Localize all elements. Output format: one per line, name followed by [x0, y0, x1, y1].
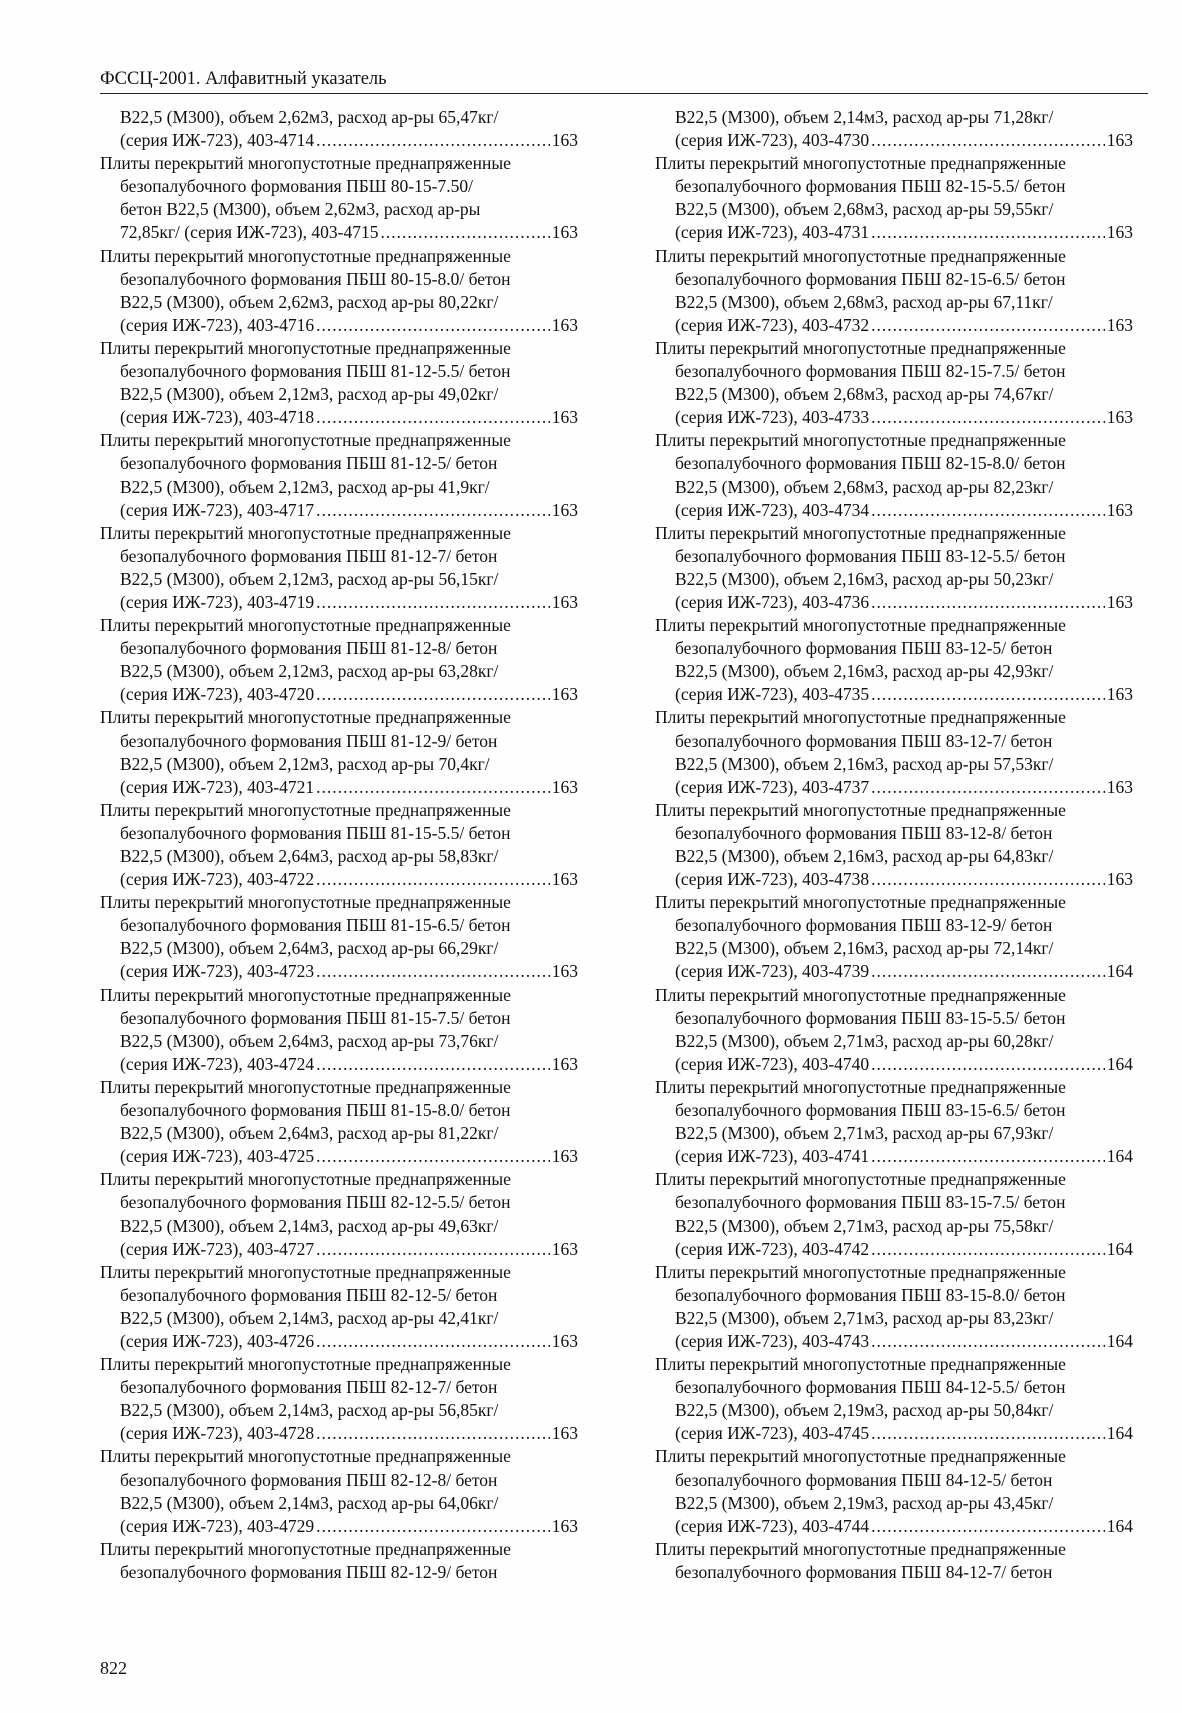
dot-leader — [871, 776, 1105, 799]
entry-heading-line: Плиты перекрытий многопустотные преднапряженные — [100, 337, 511, 358]
entry-code: (серия ИЖ-723), 403-4739 — [675, 961, 870, 982]
entry-page-ref: 164 — [1106, 1146, 1133, 1167]
entry-heading-line: Плиты перекрытий многопустотные преднапряженные — [100, 1169, 511, 1190]
entry-heading-line: Плиты перекрытий многопустотные преднапряженные — [655, 337, 1066, 358]
entry-reference-line — [655, 1515, 1133, 1538]
index-entry — [100, 614, 578, 706]
dot-leader — [316, 499, 550, 522]
entry-page-ref: 163 — [551, 1423, 578, 1444]
entry-page-ref: 163 — [551, 499, 578, 520]
index-entry — [655, 1261, 1133, 1353]
entry-text-line: безопалубочного формования ПБШ 82-12-8/ бетон — [120, 1469, 498, 1490]
entry-reference-line — [100, 1145, 578, 1168]
index-entry — [100, 1261, 578, 1353]
entry-page-ref: 164 — [1106, 1330, 1133, 1351]
entry-heading-line: Плиты перекрытий многопустотные преднапряженные — [655, 522, 1066, 543]
entry-text-line: В22,5 (М300), объем 2,12м3, расход ар-ры 49,02кг/ — [120, 384, 499, 405]
entry-page-ref: 163 — [551, 776, 578, 797]
header-title: ФССЦ-2001. Алфавитный указатель — [100, 69, 387, 89]
entry-reference-line — [100, 314, 578, 337]
index-entry — [100, 522, 578, 614]
dot-leader — [871, 1053, 1105, 1076]
dot-leader — [871, 1145, 1105, 1168]
entry-text-line: В22,5 (М300), объем 2,14м3, расход ар-ры 71,28кг/ — [675, 107, 1054, 127]
index-entry — [100, 799, 578, 891]
entry-page-ref: 163 — [1106, 776, 1133, 797]
entry-text-line: бетон В22,5 (М300), объем 2,62м3, расход ар-ры — [120, 199, 481, 220]
dot-leader — [871, 683, 1105, 706]
entry-reference-line — [100, 591, 578, 614]
index-entry — [655, 152, 1133, 244]
index-entry — [655, 706, 1133, 798]
entry-code: (серия ИЖ-723), 403-4744 — [675, 1515, 870, 1536]
entry-heading-line: Плиты перекрытий многопустотные преднапряженные — [100, 1354, 511, 1375]
dot-leader — [871, 868, 1105, 891]
entry-code: (серия ИЖ-723), 403-4726 — [120, 1330, 315, 1351]
entry-heading-line: Плиты перекрытий многопустотные преднапряженные — [100, 245, 511, 266]
entry-text-line: безопалубочного формования ПБШ 83-12-5.5/ бетон — [675, 545, 1066, 566]
entry-code: (серия ИЖ-723), 403-4719 — [120, 591, 315, 612]
entry-code: (серия ИЖ-723), 403-4725 — [120, 1146, 315, 1167]
entry-heading-line: Плиты перекрытий многопустотные преднапряженные — [100, 1076, 511, 1097]
entry-heading-line: Плиты перекрытий многопустотные преднапряженные — [100, 984, 511, 1005]
entry-page-ref: 163 — [551, 1146, 578, 1167]
entry-heading-line: Плиты перекрытий многопустотные преднапряженные — [655, 799, 1066, 820]
entry-reference-line — [100, 499, 578, 522]
entry-code: (серия ИЖ-723), 403-4722 — [120, 869, 315, 890]
entry-reference-line — [655, 1145, 1133, 1168]
index-entry — [100, 706, 578, 798]
entry-code: (серия ИЖ-723), 403-4729 — [120, 1515, 315, 1536]
entry-reference-line — [655, 683, 1133, 706]
entry-text-line: В22,5 (М300), объем 2,71м3, расход ар-ры 75,58кг/ — [675, 1215, 1054, 1236]
entry-heading-line: Плиты перекрытий многопустотные преднапряженные — [100, 1261, 511, 1282]
entry-code: 72,85кг/ (серия ИЖ-723), 403-4715 — [120, 222, 379, 243]
entry-text-line: В22,5 (М300), объем 2,62м3, расход ар-ры 80,22кг/ — [120, 291, 499, 312]
entry-code: (серия ИЖ-723), 403-4714 — [120, 130, 315, 151]
entry-code: (серия ИЖ-723), 403-4734 — [675, 499, 870, 520]
entry-reference-line — [100, 1053, 578, 1076]
entry-page-ref: 163 — [551, 407, 578, 428]
entry-text-line: безопалубочного формования ПБШ 83-12-8/ бетон — [675, 822, 1053, 843]
entry-page-ref: 163 — [1106, 222, 1133, 243]
entry-text-line: безопалубочного формования ПБШ 81-15-8.0/ бетон — [120, 1100, 511, 1121]
entry-code: (серия ИЖ-723), 403-4721 — [120, 776, 315, 797]
entry-text-line: В22,5 (М300), объем 2,64м3, расход ар-ры 81,22кг/ — [120, 1123, 499, 1144]
entry-page-ref: 163 — [551, 1238, 578, 1259]
entry-heading-line: Плиты перекрытий многопустотные преднапряженные — [100, 799, 511, 820]
entry-text-line: безопалубочного формования ПБШ 84-12-5.5/ бетон — [675, 1377, 1066, 1398]
entry-text-line: безопалубочного формования ПБШ 82-15-6.5/ бетон — [675, 268, 1066, 289]
index-entry — [655, 1445, 1133, 1537]
dot-leader — [380, 221, 549, 244]
entry-code: (серия ИЖ-723), 403-4733 — [675, 407, 870, 428]
entry-text-line: В22,5 (М300), объем 2,19м3, расход ар-ры 50,84кг/ — [675, 1400, 1054, 1421]
entry-text-line: В22,5 (М300), объем 2,12м3, расход ар-ры 41,9кг/ — [120, 476, 490, 497]
entry-reference-line — [655, 1422, 1133, 1445]
index-entry — [100, 1353, 578, 1445]
entry-text-line: безопалубочного формования ПБШ 81-15-7.5/ бетон — [120, 1007, 511, 1028]
dot-leader — [871, 406, 1105, 429]
entry-reference-line — [100, 868, 578, 891]
entry-heading-line: Плиты перекрытий многопустотные преднапряженные — [655, 1169, 1066, 1190]
index-entry — [655, 891, 1133, 983]
dot-leader — [871, 499, 1105, 522]
entry-heading-line: Плиты перекрытий многопустотные преднапряженные — [655, 1261, 1066, 1282]
entry-reference-line — [655, 499, 1133, 522]
entry-code: (серия ИЖ-723), 403-4720 — [120, 684, 315, 705]
index-entry — [100, 245, 578, 337]
entry-page-ref: 163 — [1106, 591, 1133, 612]
entry-heading-line: Плиты перекрытий многопустотные преднапряженные — [655, 1538, 1066, 1559]
entry-text-line: В22,5 (М300), объем 2,64м3, расход ар-ры 73,76кг/ — [120, 1030, 499, 1051]
entry-text-line: безопалубочного формования ПБШ 83-12-7/ бетон — [675, 730, 1053, 751]
entry-heading-line: Плиты перекрытий многопустотные преднапряженные — [655, 892, 1066, 913]
entry-text-line: безопалубочного формования ПБШ 81-12-8/ бетон — [120, 638, 498, 659]
entry-page-ref: 163 — [551, 1330, 578, 1351]
entry-text-line: В22,5 (М300), объем 2,14м3, расход ар-ры 56,85кг/ — [120, 1400, 499, 1421]
entry-text-line: безопалубочного формования ПБШ 82-15-5.5/ бетон — [675, 176, 1066, 197]
entry-reference-line — [100, 406, 578, 429]
entry-reference-line — [655, 776, 1133, 799]
dot-leader — [871, 960, 1105, 983]
entry-code: (серия ИЖ-723), 403-4738 — [675, 869, 870, 890]
entry-code: (серия ИЖ-723), 403-4730 — [675, 130, 870, 151]
entry-heading-line: Плиты перекрытий многопустотные преднапряженные — [655, 984, 1066, 1005]
entry-page-ref: 164 — [1106, 1053, 1133, 1074]
index-entry — [655, 799, 1133, 891]
entry-text-line: В22,5 (М300), объем 2,12м3, расход ар-ры 56,15кг/ — [120, 568, 499, 589]
entry-code: (серия ИЖ-723), 403-4743 — [675, 1330, 870, 1351]
entry-text-line: В22,5 (М300), объем 2,68м3, расход ар-ры 74,67кг/ — [675, 384, 1054, 405]
entry-reference-line — [655, 868, 1133, 891]
entry-page-ref: 164 — [1106, 1238, 1133, 1259]
index-entry — [100, 106, 578, 152]
entry-page-ref: 163 — [551, 314, 578, 335]
entry-text-line: безопалубочного формования ПБШ 83-15-5.5/ бетон — [675, 1007, 1066, 1028]
entry-heading-line: Плиты перекрытий многопустотные преднапряженные — [655, 615, 1066, 636]
entry-text-line: В22,5 (М300), объем 2,19м3, расход ар-ры 43,45кг/ — [675, 1492, 1054, 1513]
dot-leader — [871, 221, 1105, 244]
entry-heading-line: Плиты перекрытий многопустотные преднапряженные — [655, 1076, 1066, 1097]
index-entry — [655, 1076, 1133, 1168]
entry-text-line: безопалубочного формования ПБШ 81-12-7/ бетон — [120, 545, 498, 566]
entry-text-line: безопалубочного формования ПБШ 83-15-8.0/ бетон — [675, 1284, 1066, 1305]
entry-text-line: безопалубочного формования ПБШ 82-15-8.0/ бетон — [675, 453, 1066, 474]
index-entry — [100, 152, 578, 244]
index-entry — [655, 614, 1133, 706]
index-entry — [655, 984, 1133, 1076]
entry-text-line: безопалубочного формования ПБШ 80-15-7.50/ — [120, 176, 473, 197]
entry-text-line: В22,5 (М300), объем 2,68м3, расход ар-ры 67,11кг/ — [675, 291, 1053, 312]
entry-text-line: В22,5 (М300), объем 2,71м3, расход ар-ры 83,23кг/ — [675, 1307, 1054, 1328]
entry-text-line: В22,5 (М300), объем 2,71м3, расход ар-ры 67,93кг/ — [675, 1123, 1054, 1144]
index-column-right — [655, 106, 1133, 1584]
index-entry — [655, 429, 1133, 521]
entry-text-line: безопалубочного формования ПБШ 82-15-7.5/ бетон — [675, 361, 1066, 382]
index-entry — [100, 1168, 578, 1260]
entry-code: (серия ИЖ-723), 403-4731 — [675, 222, 870, 243]
entry-text-line: В22,5 (М300), объем 2,16м3, расход ар-ры 64,83кг/ — [675, 846, 1054, 866]
entry-text-line: безопалубочного формования ПБШ 82-12-5/ бетон — [120, 1284, 498, 1305]
entry-reference-line — [655, 960, 1133, 983]
entry-page-ref: 163 — [1106, 314, 1133, 335]
dot-leader — [316, 314, 550, 337]
entry-reference-line — [655, 221, 1133, 244]
entry-text-line: В22,5 (М300), объем 2,71м3, расход ар-ры 60,28кг/ — [675, 1030, 1054, 1051]
entry-page-ref: 163 — [551, 1515, 578, 1536]
entry-page-ref: 163 — [1106, 684, 1133, 705]
entry-page-ref: 163 — [1106, 407, 1133, 428]
dot-leader — [871, 1238, 1105, 1261]
index-entry — [100, 891, 578, 983]
dot-leader — [316, 1238, 550, 1261]
entry-code: (серия ИЖ-723), 403-4718 — [120, 407, 315, 428]
entry-reference-line — [100, 221, 578, 244]
entry-text-line: безопалубочного формования ПБШ 81-15-6.5/ бетон — [120, 915, 511, 936]
dot-leader — [316, 1145, 550, 1168]
entry-code: (серия ИЖ-723), 403-4716 — [120, 314, 315, 335]
index-entry — [100, 1076, 578, 1168]
index-entry — [655, 1168, 1133, 1260]
dot-leader — [316, 1515, 550, 1538]
entry-heading-line: Плиты перекрытий многопустотные преднапряженные — [100, 430, 511, 451]
entry-text-line: безопалубочного формования ПБШ 81-12-5.5/ бетон — [120, 361, 511, 382]
entry-reference-line — [100, 776, 578, 799]
entry-heading-line: Плиты перекрытий многопустотные преднапряженные — [100, 892, 511, 913]
index-entry — [100, 429, 578, 521]
entry-page-ref: 163 — [551, 1053, 578, 1074]
entry-code: (серия ИЖ-723), 403-4737 — [675, 776, 870, 797]
entry-page-ref: 163 — [551, 961, 578, 982]
entry-heading-line: Плиты перекрытий многопустотные преднапряженные — [655, 245, 1066, 266]
entry-heading-line: Плиты перекрытий многопустотные преднапряженные — [100, 615, 511, 636]
entry-page-ref: 164 — [1106, 1515, 1133, 1536]
dot-leader — [316, 683, 550, 706]
index-entry — [655, 522, 1133, 614]
entry-text-line: В22,5 (М300), объем 2,16м3, расход ар-ры 72,14кг/ — [675, 938, 1054, 959]
entry-text-line: безопалубочного формования ПБШ 83-15-7.5/ бетон — [675, 1192, 1066, 1213]
entry-page-ref: 163 — [551, 591, 578, 612]
dot-leader — [316, 406, 550, 429]
entry-text-line: В22,5 (М300), объем 2,12м3, расход ар-ры 70,4кг/ — [120, 753, 490, 774]
entry-code: (серия ИЖ-723), 403-4723 — [120, 961, 315, 982]
entry-text-line: безопалубочного формования ПБШ 83-15-6.5/ бетон — [675, 1100, 1066, 1121]
entry-code: (серия ИЖ-723), 403-4732 — [675, 314, 870, 335]
entry-code: (серия ИЖ-723), 403-4717 — [120, 499, 315, 520]
entry-reference-line — [655, 1238, 1133, 1261]
entry-reference-line — [100, 1330, 578, 1353]
entry-page-ref: 163 — [1106, 499, 1133, 520]
entry-page-ref: 163 — [1106, 130, 1133, 151]
entry-page-ref: 163 — [551, 130, 578, 151]
entry-text-line: В22,5 (М300), объем 2,16м3, расход ар-ры 50,23кг/ — [675, 568, 1054, 589]
entry-heading-line: Плиты перекрытий многопустотные преднапряженные — [655, 1446, 1066, 1467]
entry-page-ref: 163 — [551, 684, 578, 705]
page-header — [100, 68, 1148, 94]
entry-text-line: В22,5 (М300), объем 2,12м3, расход ар-ры 63,28кг/ — [120, 661, 499, 682]
entry-text-line: безопалубочного формования ПБШ 82-12-7/ бетон — [120, 1377, 498, 1398]
entry-text-line: безопалубочного формования ПБШ 84-12-5/ бетон — [675, 1469, 1053, 1490]
index-entry — [100, 984, 578, 1076]
dot-leader — [316, 1330, 550, 1353]
dot-leader — [316, 1422, 550, 1445]
entry-text-line: В22,5 (М300), объем 2,68м3, расход ар-ры 59,55кг/ — [675, 199, 1054, 220]
index-entry — [100, 1538, 578, 1584]
entry-code: (серия ИЖ-723), 403-4736 — [675, 591, 870, 612]
entry-heading-line: Плиты перекрытий многопустотные преднапряженные — [655, 430, 1066, 451]
dot-leader — [316, 591, 550, 614]
entry-text-line: безопалубочного формования ПБШ 82-12-9/ бетон — [120, 1561, 498, 1582]
entry-text-line: безопалубочного формования ПБШ 83-12-9/ бетон — [675, 915, 1053, 936]
dot-leader — [871, 1422, 1105, 1445]
entry-text-line: безопалубочного формования ПБШ 80-15-8.0/ бетон — [120, 268, 511, 289]
entry-text-line: В22,5 (М300), объем 2,64м3, расход ар-ры 58,83кг/ — [120, 846, 499, 866]
dot-leader — [316, 868, 550, 891]
index-entry — [655, 106, 1133, 152]
entry-page-ref: 164 — [1106, 961, 1133, 982]
entry-reference-line — [100, 129, 578, 152]
index-column-left — [100, 106, 578, 1584]
index-entry — [655, 337, 1133, 429]
entry-text-line: В22,5 (М300), объем 2,14м3, расход ар-ры 42,41кг/ — [120, 1307, 499, 1328]
entry-heading-line: Плиты перекрытий многопустотные преднапряженные — [655, 707, 1066, 728]
index-entry — [655, 245, 1133, 337]
dot-leader — [871, 1330, 1105, 1353]
entry-page-ref: 163 — [551, 222, 578, 243]
dot-leader — [871, 1515, 1105, 1538]
entry-reference-line — [655, 1330, 1133, 1353]
entry-heading-line: Плиты перекрытий многопустотные преднапряженные — [100, 522, 511, 543]
entry-text-line: безопалубочного формования ПБШ 84-12-7/ бетон — [675, 1561, 1053, 1582]
entry-reference-line — [100, 1422, 578, 1445]
entry-page-ref: 164 — [1106, 1423, 1133, 1444]
dot-leader — [871, 129, 1105, 152]
entry-page-ref: 163 — [551, 869, 578, 890]
entry-reference-line — [655, 314, 1133, 337]
entry-text-line: В22,5 (М300), объем 2,14м3, расход ар-ры 49,63кг/ — [120, 1215, 499, 1236]
entry-heading-line: Плиты перекрытий многопустотные преднапряженные — [100, 707, 511, 728]
dot-leader — [316, 960, 550, 983]
entry-code: (серия ИЖ-723), 403-4727 — [120, 1238, 315, 1259]
entry-text-line: В22,5 (М300), объем 2,68м3, расход ар-ры 82,23кг/ — [675, 476, 1054, 497]
entry-reference-line — [100, 1515, 578, 1538]
entry-text-line: В22,5 (М300), объем 2,62м3, расход ар-ры 65,47кг/ — [120, 107, 499, 127]
entry-text-line: безопалубочного формования ПБШ 81-12-9/ бетон — [120, 730, 498, 751]
dot-leader — [316, 776, 550, 799]
entry-code: (серия ИЖ-723), 403-4735 — [675, 684, 870, 705]
entry-text-line: безопалубочного формования ПБШ 81-12-5/ бетон — [120, 453, 498, 474]
page-number: 822 — [100, 1658, 127, 1678]
entry-reference-line — [100, 960, 578, 983]
entry-code: (серия ИЖ-723), 403-4740 — [675, 1053, 870, 1074]
entry-reference-line — [100, 683, 578, 706]
entry-text-line: В22,5 (М300), объем 2,16м3, расход ар-ры 57,53кг/ — [675, 753, 1054, 774]
dot-leader — [316, 1053, 550, 1076]
entry-code: (серия ИЖ-723), 403-4742 — [675, 1238, 870, 1259]
entry-reference-line — [655, 591, 1133, 614]
entry-reference-line — [655, 1053, 1133, 1076]
index-entry — [655, 1353, 1133, 1445]
entry-text-line: безопалубочного формования ПБШ 83-12-5/ бетон — [675, 638, 1053, 659]
dot-leader — [316, 129, 550, 152]
entry-reference-line — [655, 129, 1133, 152]
index-entry — [100, 1445, 578, 1537]
dot-leader — [871, 314, 1105, 337]
entry-text-line: В22,5 (М300), объем 2,64м3, расход ар-ры 66,29кг/ — [120, 938, 499, 959]
entry-heading-line: Плиты перекрытий многопустотные преднапряженные — [100, 1446, 511, 1467]
entry-code: (серия ИЖ-723), 403-4724 — [120, 1053, 315, 1074]
entry-heading-line: Плиты перекрытий многопустотные преднапряженные — [655, 1354, 1066, 1375]
entry-text-line: безопалубочного формования ПБШ 82-12-5.5/ бетон — [120, 1192, 511, 1213]
entry-reference-line — [100, 1238, 578, 1261]
entry-code: (серия ИЖ-723), 403-4728 — [120, 1423, 315, 1444]
entry-text-line: В22,5 (М300), объем 2,14м3, расход ар-ры 64,06кг/ — [120, 1492, 499, 1513]
entry-page-ref: 163 — [1106, 869, 1133, 890]
entry-reference-line — [655, 406, 1133, 429]
entry-heading-line: Плиты перекрытий многопустотные преднапряженные — [100, 153, 511, 174]
index-entry — [100, 337, 578, 429]
entry-text-line: безопалубочного формования ПБШ 81-15-5.5/ бетон — [120, 822, 511, 843]
index-entry — [655, 1538, 1133, 1584]
entry-code: (серия ИЖ-723), 403-4745 — [675, 1423, 870, 1444]
entry-text-line: В22,5 (М300), объем 2,16м3, расход ар-ры 42,93кг/ — [675, 661, 1054, 682]
entry-code: (серия ИЖ-723), 403-4741 — [675, 1146, 870, 1167]
entry-heading-line: Плиты перекрытий многопустотные преднапряженные — [100, 1538, 511, 1559]
entry-heading-line: Плиты перекрытий многопустотные преднапряженные — [655, 153, 1066, 174]
dot-leader — [871, 591, 1105, 614]
